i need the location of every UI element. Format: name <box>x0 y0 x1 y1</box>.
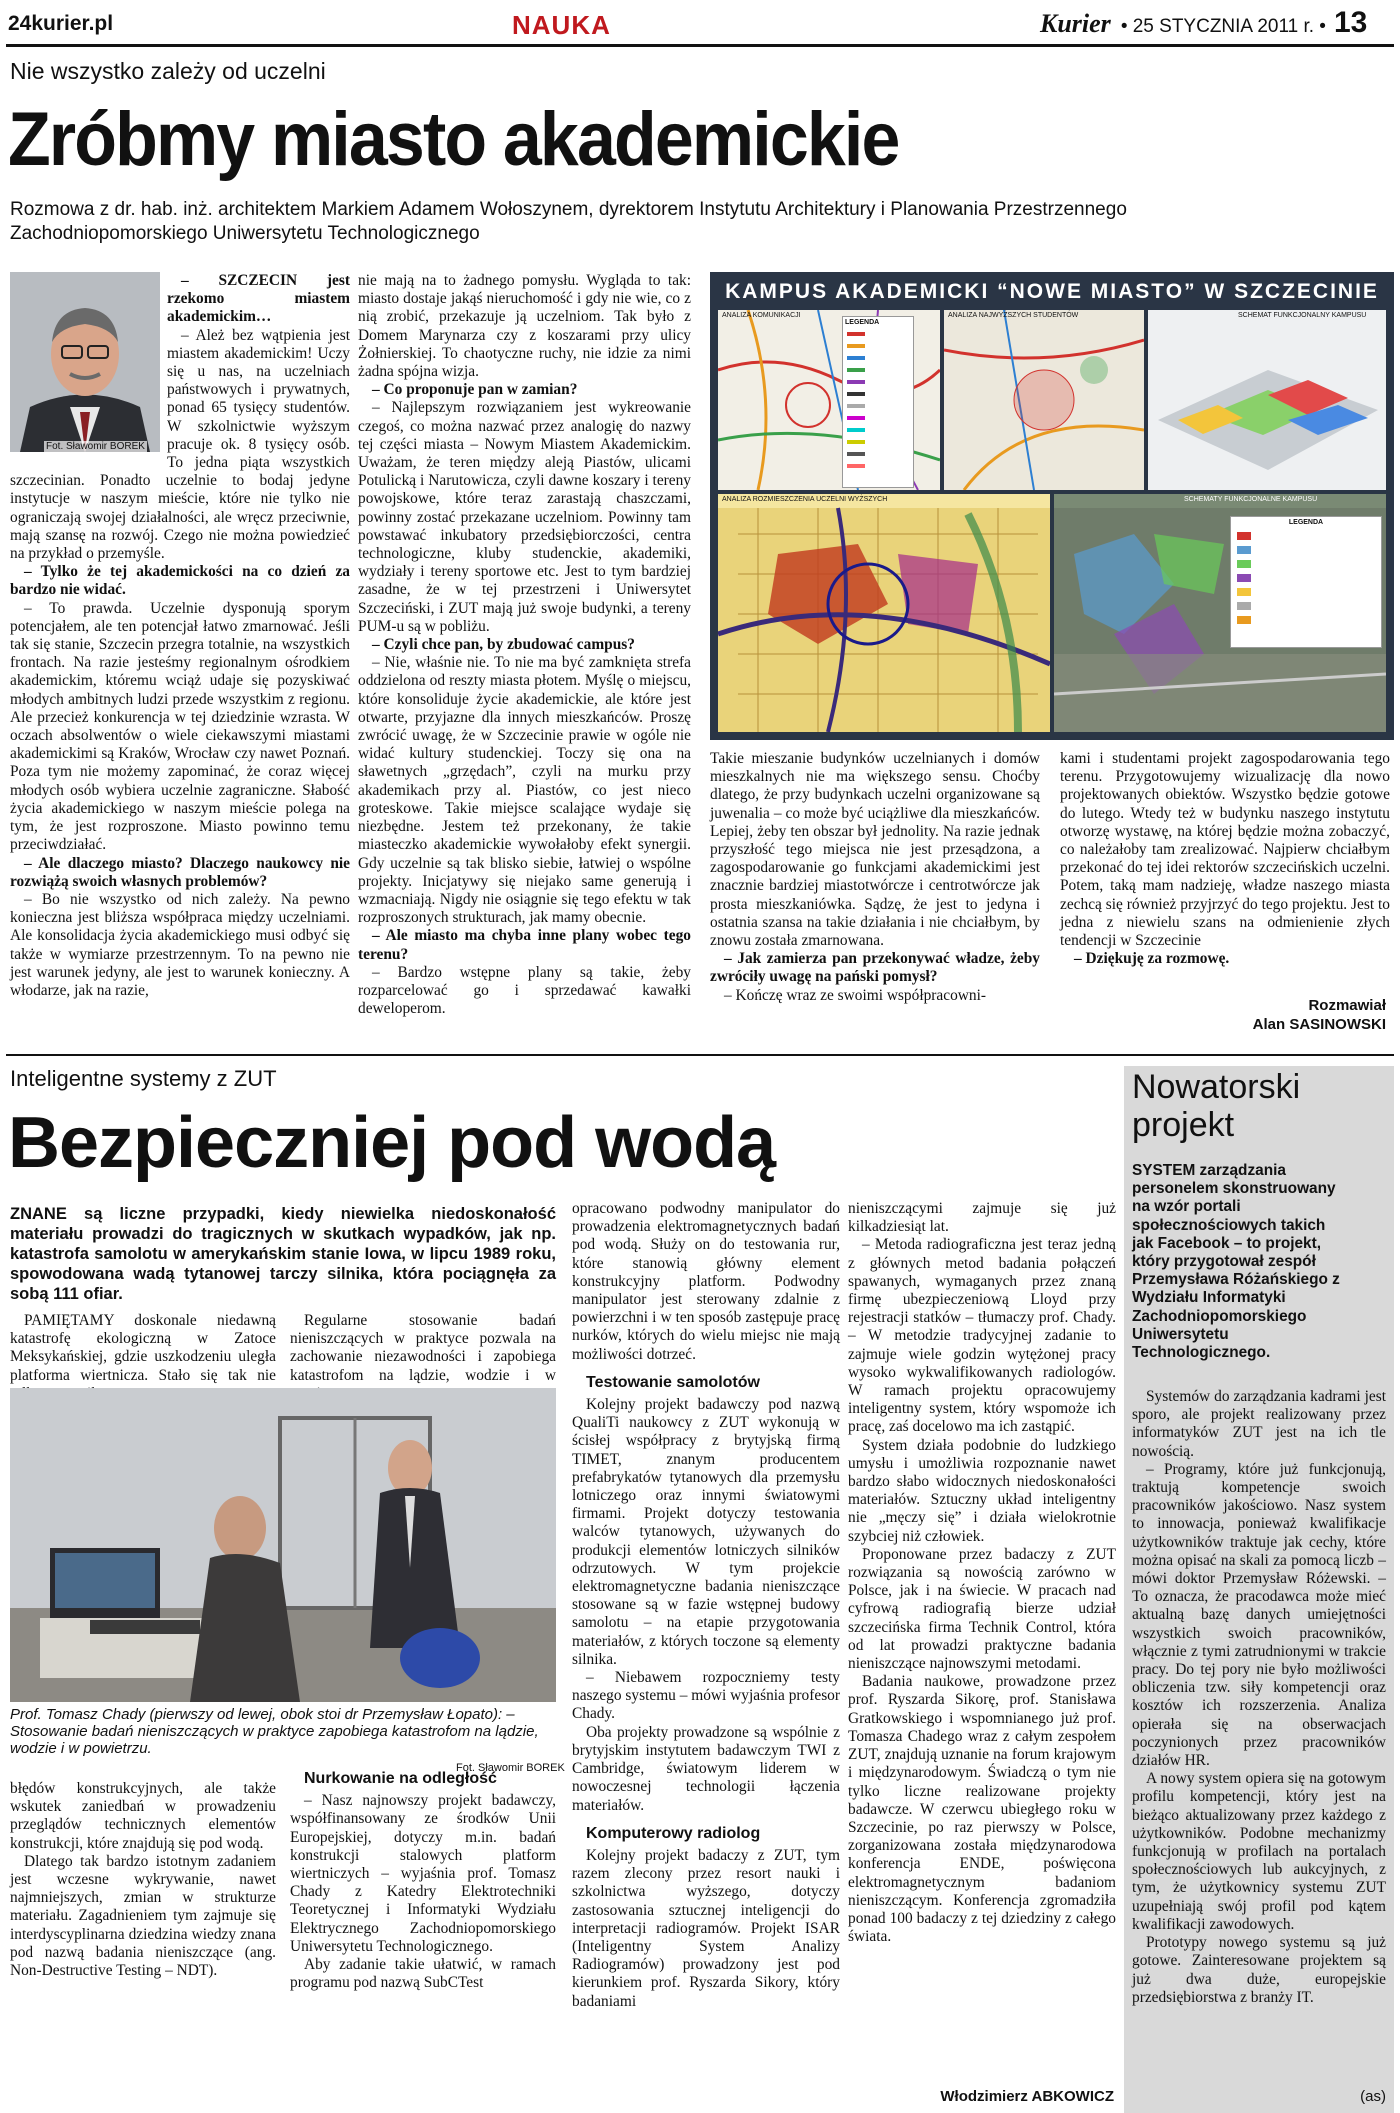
legend-swatches <box>843 328 913 478</box>
body-paragraph: – Metoda radiograficzna jest teraz jedną z głównych metod badania połączeń spawanych, wymaganych przez znaną firmę ubezpieczeniową Lloyd przy rejestracji statków – tłumaczy prof. Chady. – W metodzie tradycyjnej zadanie to zajmuje wiele godzin wytężonej pracy wysoko wykwalifikowanych radiologów. W ramach projektu opracowujemy inteligentny system, który wspomoże ich pracę, zaś docelowo ma ich zastąpić. <box>848 1236 1116 1436</box>
map-schema-drawing <box>1148 310 1386 490</box>
body-paragraph: – Programy, które już funkcjonują, traktują kompetencje swoich pracowników jakościowo. Nasz system to innowacja, ponieważ kwalifikacje użytkowników traktuje jak cechy, które można opisać na skali za pomocą liczb – mówi doktor Przemysław Różewski. – To oznacza, że pracodawca może mieć aktualną bazę danych umiejętności wszystkich swoich pracowników, włącznie z tymi zatrudnionymi w trakcie pracy. Do tej pory nie było możliwości obliczenia tzw. siły kompetencji oraz kosztów ich rozszerzenia. Analiza opierała się na obserwacjach poczynionych przez pracowników działów HR. <box>1132 1460 1386 1770</box>
lab-photo-credit: Fot. Sławomir BOREK <box>456 1762 565 1774</box>
header-rule <box>6 44 1394 47</box>
article2-kicker: Inteligentne systemy z ZUT <box>10 1066 277 1091</box>
map-students-drawing <box>944 310 1144 490</box>
body-paragraph: opracowano podwodny manipulator do prowadzenia elektromagnetycznych badań pod wodą. Służy on do testowania rur, które stanowią główny element konstrukcyjny platform. Podwodny manipulator jest sterowany zdalnie z powierzchni i w ten sposób zastępuje pracę nurków, których do wielu miejsc nie mają możliwości dotrzeć. <box>572 1200 840 1363</box>
body-paragraph: Oba projekty prowadzone są wspólnie z brytyjskim instytutem badawczym TWI z Cambridge, światowym liderem w nowoczesnej technologii łączenia materiałów. <box>572 1723 840 1814</box>
sidebar-signature: (as) <box>1360 2088 1386 2105</box>
sidebar-body <box>1132 1388 1386 2007</box>
body-paragraph: PAMIĘTAMY doskonale niedawną katastrofę ekologiczną w Zatoce Meksykańskiej, gdzie uszkodzeniu uległa platforma wiertnicza. Stało się tak nie <box>10 1312 276 1384</box>
legend-title: LEGENDA <box>845 319 880 326</box>
article2-colC <box>572 1200 840 2011</box>
lab-photo-caption: Prof. Tomasz Chady (pierwszy od lewej, obok stoi dr Przemysław Łopato): – Stosowanie badań nieniszczących w praktyce zapobiega katastrofom na lądzie, wodzie i w powietrzu. <box>10 1706 539 1757</box>
map-panel-label: ANALIZA ROZMIESZCZENIA UCZELNI WYŻSZYCH <box>722 496 888 503</box>
article2-colD <box>848 1200 1116 1946</box>
article2-title: Bezpieczniej pod wodą <box>8 1103 776 1183</box>
answer: kami i studentami projekt zagospodarowania tego terenu. Przygotowujemy wizualizację dla nowo projektowanych obiektów. Wszystko będzie gotowe do lutego. Wtedy też w budynku naszego instytutu otworzę wystawę, na której będzie można zobaczyć, co należałoby tam zrealizować. Najpierw chciałbym przekonać do tej idei rektorów szczecińskich uczelni. Potem, taką mam nadzieję, władze naszego miasta zechcą się również przyjrzyć do tego projektu. Jest to jedna z niewielu szans na odmienienie złych tendencji w Szczecinie <box>1060 750 1390 950</box>
question: – Co proponuje pan w zamian? <box>372 381 578 399</box>
answer: – Bo nie wszystko od nich zależy. Na pewno konieczna jest bliższa współpraca między uczelniami. Ale konsolidacja życia akademickiego musi odbyć się także w wymiarze przestrzennym. To na pewno nie jest warunek jedyny, ale jest to warunek konieczny. A włodarze, jak na razie, <box>10 890 350 999</box>
map-panel-label: SCHEMAT FUNKCJONALNY KAMPUSU <box>1238 312 1367 319</box>
body-paragraph: Prototypy nowego systemu są już gotowe. Zainteresowane projektem są już dwa duże, europejskie przedsiębiorstwa z branży IT. <box>1132 1934 1386 2006</box>
map-panel-schema <box>1148 310 1386 490</box>
answer: – Kończę wraz ze swoimi współpracowni- <box>724 986 986 1004</box>
question: – Jak zamierza pan przekonywać władze, żeby zwróciły uwagę na pański pomysł? <box>710 950 1040 986</box>
map-title: KAMPUS AKADEMICKI “NOWE MIASTO” W SZCZECINIE <box>725 280 1379 303</box>
question: – Ale miasto ma chyba inne plany wobec tego terenu? <box>358 927 691 963</box>
issue-date: • 25 STYCZNIA 2011 r. • <box>1120 16 1326 37</box>
masthead <box>1040 6 1367 40</box>
article2-lead: ZNANE są liczne przypadki, kiedy niewielka niedoskonałość materiału prowadzi do tragicznych w skutkach wypadków, jak np. katastrofa samolotu w amerykańskim stanie Iowa, w lipcu 1989 roku, spowodowana wadą tytanowej tarczy silnika, która pociągnęła za sobą 111 ofiar. <box>10 1205 556 1303</box>
answer: – Nie, właśnie nie. To nie ma być zamknięta strefa oddzielona od reszty miasta płotem. Myślę o miejscu, które konsoliduje życie akademickie, ale które jest otwarte, przyjazne dla innych mieszkańców. Proszę zwrócić uwagę, że w Szczecinie prawie w ogóle nie widać kultury studenckiej. Toczy się ona na sławetnych „grzędach”, czyli na murku przy akademikach przy al. Piastów, co jest nieco groteskowe. Takie miejsce scalające wydaje się niezbędne. Jestem też przekonany, że takie miasteczko akademickie wywołałoby efekt synergii. Gdy uczelnie są tak blisko siebie, łatwiej o wspólne projekty. Inicjatywy się niejako same generują i wzmacniają. Nigdy nie osiągnie się tego efektu w tak rozproszonych strukturach, jak mamy obecnie. <box>358 654 691 927</box>
answer: nie mają na to żadnego pomysłu. Wygląda to tak: miasto dostaje jakąś nieruchomość i gdy nie wie, co z nią zrobić, przekazuje ją uczelniom. Tak było z Domem Marynarza czy z koszarami przy ulicy Żołnierskiej. To chaotyczne ruchy, nie idzie za nimi żadna spójna wizja. <box>358 272 691 381</box>
question: – Ale dlaczego miasto? Dlaczego naukowcy nie rozwiążą swoich własnych problemów? <box>10 854 350 890</box>
article2-colA-bottom <box>10 1780 276 1980</box>
article1-col1 <box>10 272 350 1000</box>
article1-title: Zróbmy miasto akademickie <box>8 97 899 182</box>
article1-col2 <box>358 272 691 1018</box>
body-paragraph: Systemów do zarządzania kadrami jest sporo, ale projekt realizowany przez informatyków ZUT jest na ich tle nowością. <box>1132 1388 1386 1460</box>
answer: Takie mieszanie budynków uczelnianych i domów mieszkalnych nie ma większego sensu. Choćby dlatego, że przy budynkach uczelni organizowane są juwenalia – co może być uciążliwe dla mieszkańców. Lepiej, żeby ten obszar był jednolity. Na razie jednak przyszłość tego miejsca nie jest przesądzona, a zagospodarowanie go funkcjami akademickimi jest znacznie bardziej miastotwórcze i centrotwórcze jak prosta mieszkaniówka. Sądzę, że jest to jedyna i ostatnia szansa na takie działania i nie chciałbym, by znowu została zmarnowana. <box>710 750 1040 950</box>
question: – Czyli chce pan, by zbudować campus? <box>372 636 635 654</box>
map-panel-label: ANALIZA KOMUNIKACJI <box>722 312 801 319</box>
lab-photo <box>10 1388 556 1702</box>
body-paragraph: Kolejny projekt badaczy z ZUT, tym razem zlecony przez resort nauki i szkolnictwa wyższego, dotyczy zastosowania sztucznej inteligencji do interpretacji radiogramów. Projekt ISAR (Inteligentny System Analizy Radiogramów) prowadzony jest pod kierunkiem prof. Ryszarda Sikory, który badaniami <box>572 1846 840 2010</box>
article1-signature-label: Rozmawiał <box>1308 997 1386 1014</box>
question: – SZCZECIN jest rzekomo miastem akademickim… <box>167 272 350 326</box>
question: – Dziękuję za rozmowę. <box>1074 950 1230 968</box>
article1-signature-name: Alan SASINOWSKI <box>1252 1016 1386 1033</box>
section-name: NAUKA <box>512 10 611 40</box>
map-panel-label: SCHEMATY FUNKCJONALNE KAMPUSU <box>1184 496 1318 503</box>
legend-title: LEGENDA <box>1288 519 1324 526</box>
body-paragraph: Regularne stosowanie badań nieniszczących w praktyce pozwala na zachowanie niezawodności i zapobiega katastrofom na lądzie, wodzie i w <box>290 1312 556 1384</box>
body-paragraph: nieniszczącymi zajmuje się już kilkadziesiąt lat. <box>848 1200 1116 1236</box>
map-legend-1 <box>842 316 914 488</box>
site-url: 24kurier.pl <box>8 12 114 35</box>
answer: – Najlepszym rozwiązaniem jest wykreowanie czegoś, co można nazwać przez analogię do nazwy tej części miasta – Nowym Miastem Akademickim. Uważam, że teren między aleją Piastów, ulicami Potulicką i Narutowicza, czyli dawne koszary i tereny powojskowe, które teraz zarastają chaszczami, powinny zostać przekazane uczelniom. Powinny tam powstawać inkubatory przedsiębiorczości, centra technologiczne, kluby studenckie, akademiki, wydziały i tereny sportowe etc. Jest to tym bardziej zasadne, że w tej przestrzeni i Uniwersytet Szczeciński, i ZUT mają już swoje budynki, a tereny PUM-u są w pobliżu. <box>358 399 691 635</box>
article2-colB-bottom <box>290 1770 556 1992</box>
page-number: 13 <box>1333 6 1368 39</box>
body-paragraph: – Niebawem rozpoczniemy testy naszego systemu – mówi wyjaśnia profesor Chady. <box>572 1669 840 1723</box>
body-paragraph: System działa podobnie do ludzkiego umysłu i umożliwia rozpoznanie nawet bardzo słabo widocznych niedoskonałości materiałów. Sztuczny układ inteligentny nie „męczy się” i działa wielokrotnie szybciej niż człowiek. <box>848 1436 1116 1545</box>
subheading: Komputerowy radiolog <box>586 1824 761 1842</box>
portrait-credit: Fot. Sławomir BOREK <box>46 441 145 452</box>
sidebar-box <box>1124 1066 1394 2113</box>
map-panel-label: ANALIZA NAJWYŻSZYCH STUDENTÓW <box>948 312 1079 319</box>
body-paragraph: błędów konstrukcyjnych, ale także wskutek zaniedbań w prowadzeniu przeglądów technicznych elementów konstrukcji, które znajdują się pod wodą. <box>10 1780 276 1852</box>
body-paragraph: – Nasz najnowszy projekt badawczy, współfinansowany ze środków Unii Europejskiej, dotyczy m.in. badań konstrukcji stalowych platform wiertniczych – wyjaśnia prof. Tomasz Chady z Katedry Elektrotechniki Teoretycznej i Informatyki Wydziału Elektrycznego Zachodniopomorskiego Uniwersytetu Technologicznego. <box>290 1792 556 1955</box>
body-paragraph: Aby zadanie takie ułatwić, w ramach programu pod nazwą SubCTest <box>290 1956 556 1992</box>
article1-col3 <box>710 750 1040 1005</box>
sidebar-title: Nowatorski projekt <box>1132 1068 1301 1144</box>
body-paragraph: Kolejny projekt badawczy pod nazwą QualiTi naukowcy z ZUT wykonują w ścisłej współpracy z brytyjską firmą TIMET, znanym producentem prefabrykatów tytanowych dla przemysłu lotniczego oraz innymi światowymi firmami. Projekt dotyczy testowania walców tytanowych, używanych do produkcji elementów lotniczych silników odrzutowych. W tym projekcie elektromagnetyczne badania nieniszczące stosowane są w fazie wstępnej budowy samolotu – na etapie przygotowania materiałów, z których toczone są elementy silnika. <box>572 1396 840 1668</box>
body-paragraph: Dlatego tak bardzo istotnym zadaniem jest wczesne wykrywanie, nawet najmniejszych, zmian w strukturze materiału. Zagadnieniem tym zajmuje się interdyscyplinarna dziedzina wiedzy znana pod nazwą badania nieniszczące (ang. Non-Destructive Testing – NDT). <box>10 1852 276 1980</box>
subheading: Nurkowanie na odległość <box>304 1770 497 1787</box>
answer: – To prawda. Uczelnie dysponują sporym potencjałem, ale ten potencjał łatwo zmarnować. Jeśli tak się stanie, Szczecin przegra totalnie, na wszystkich frontach. Na razie jesteśmy regionalnym ośrodkiem akademickim, któremu wciąż udaje się pozyskiwać młodych ambitnych ludzi przede wszystkim z regionu. Ale przecież konkurencja w tej dziedzinie wzrasta. W oczach absolwentów o wiele ciekawszymi miastami akademickimi są Kraków, Wrocław czy nawet Poznań. Poza tym nie możemy zapominać, że coraz więcej młodych osób wybiera uczelnie zagraniczne. Słabość życia akademickiego w naszym mieście polega na tym, że jest rozproszone. Miasto powinno temu przeciwdziałać. <box>10 599 350 854</box>
article1-lead: Rozmowa z dr. hab. inż. architektem Markiem Adamem Wołoszynem, dyrektorem Instytutu Architektury i Planowania Przestrzennego Zachodniopomorskiego Uniwersytetu Technologicznego <box>10 199 1127 244</box>
map-universities-drawing <box>718 494 1050 732</box>
lab-photo-image <box>10 1388 556 1702</box>
body-paragraph: A nowy system opiera się na gotowym profilu kompetencji, który jest na bieżąco aktualizowany przez każdego z użytkowników. Podobne mechanizmy funkcjonują w profilach na portalach społecznościowych lub aukcyjnych, z tym, że użytkownicy systemu ZUT uzupełniają swój profil pod kątem kwalifikacji zawodowych. <box>1132 1770 1386 1933</box>
campus-map-graphic <box>710 272 1394 740</box>
sidebar-lead: SYSTEM zarządzania personelem skonstruowany na wzór portali społecznościowych takich jak Facebook – to projekt, który przygotował zespół Przemysława Różańskiego z Wydziału Informatyki Zachodniopomorskiego Uniwersytetu Technologicznego. <box>1132 1162 1340 1362</box>
legend-swatches <box>1231 528 1381 638</box>
map-panel-universities <box>718 494 1050 732</box>
body-paragraph: Proponowane przez badaczy z ZUT rozwiązania są nowością zarówno w Polsce, jak i na świecie. W pracach nad cyfrową radiografią bierze udział szczecińska firma Technik Control, która od lat prowadzi praktyczne badania nieniszczące najnowszymi metodami. <box>848 1545 1116 1673</box>
answer: – Ależ bez wątpienia jest miastem akademickim! Uczy się u nas, na uczelniach państwowych i prywatnych, ponad 65 tysięcy studentów. W szkolnictwie wyższym pracuje ok. 8 tysięcy osób. To jedna piąta wszystkich szczecinian. Ponadto uczelnie to bodaj jedyne instytucje w naszym mieście, które nie tylko nie ograniczają swojej działalności, ale wręcz przeciwnie, mają szansę na rozwój. Czego nie można powiedzieć na przykład o przemyśle. <box>10 326 350 563</box>
article1-kicker: Nie wszystko zależy od uczelni <box>10 58 326 84</box>
answer: – Bardzo wstępne plany są takie, żeby rozparcelować go i sprzedawać kawałki deweloperom. <box>358 963 691 1018</box>
map-panel-students <box>944 310 1144 490</box>
body-paragraph: Badania naukowe, prowadzone przez prof. Ryszarda Sikorę, prof. Stanisława Gratkowskiego i wspomnianego już prof. Tomasza Chadego wraz z całym zespołem ZUT, znajdują uznanie na forum krajowym i międzynarodowym. Świadczą o tym nie tylko liczne realizowane projekty badawcze. W czerwcu ubiegłego roku w Szczecinie, po raz pierwszy w Polsce, zorganizowana została międzynarodowa konferencja ENDE, poświęcona elektromagnetycznym badaniom nieniszczącym. Konferencja zgromadziła ponad 100 badaczy z tej dziedziny z całego świata. <box>848 1673 1116 1946</box>
article1-col4 <box>1060 750 1390 968</box>
map-legend-2 <box>1230 516 1382 648</box>
paper-name: Kurier <box>1040 9 1111 38</box>
question: – Tylko że tej akademickości na co dzień za bardzo nie widać. <box>10 563 350 599</box>
subheading: Testowanie samolotów <box>586 1373 760 1391</box>
section-divider <box>6 1054 1394 1056</box>
portrait-wrap-spacer <box>10 272 167 456</box>
article2-signature: Włodzimierz ABKOWICZ <box>940 2088 1114 2105</box>
